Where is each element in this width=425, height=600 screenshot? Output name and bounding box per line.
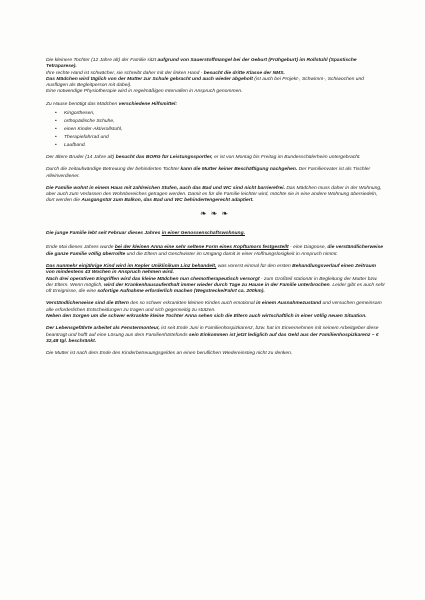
- list-item: • einen Kinder-Aktivrollstuhl,: [64, 127, 386, 133]
- text-run: des so schwer erkrankten kleinen Kindes auch emotional: [128, 301, 257, 307]
- text-run: Der Familienvater ist als Tischler Alleinverdiener.: [46, 167, 371, 179]
- list-item: • Therapiefahrrad und: [64, 135, 386, 141]
- text-run: ist seit Ende Juni in Familienhospizkarenz, bzw. hat im Einvernehmen mit seinem Arbeitgeber diese beantragt und hofft auf eine Lösung aus dem Familienhärtefonds: [46, 326, 379, 338]
- text-run: - zum Großteil stationär in Begleitung der Mutter bzw. der Eltern. Wenn möglich,: [46, 276, 378, 288]
- paragraph-diagnosis: [46, 245, 386, 258]
- section-divider-ornament: ❧❧❧: [199, 208, 233, 218]
- aids-list: [46, 111, 386, 149]
- text-run-bold: Die junge Familie lebt seit Februar dieses Jahres: [46, 231, 162, 237]
- text-run: Durch die zeitaufwändige Betreuung der behinderten Tochter: [46, 167, 181, 173]
- text-run: Die Mutter ist nach dem Ende des Kinderbetreuungsgeldes an einen beruflichen Wiedereinstieg nicht zu denken.: [46, 351, 293, 357]
- text-run-bold: Nach drei operativen Eingriffen wird das kleine Mädchen nun chemotherapeutisch versorgt: [46, 276, 260, 282]
- text-run: (ist auch bei Projekt-, Schwimm-, Schiwochen und Ausflügen als Begleitperson mit dabei).: [46, 76, 364, 89]
- document-body: [46, 58, 386, 363]
- text-run: Das Mädchen muss daher in der Wohnung, aber auch zum Verlassen des Wohnbereiches getragen werden. Damit es für die Familie leichter wird, möchte sie in eine andere Wohnung übersiedeln, dort werden die: [46, 185, 382, 204]
- text-run-bold: in einem Ausnahmezustand: [256, 301, 322, 307]
- paragraph-daughter: [46, 58, 386, 96]
- text-run-bold: sofortige Aufnahme erforderlich machen (Wegstrecke/Fahrt ca. 200km).: [97, 289, 265, 295]
- text-run-bold: kann die Mutter keiner Beschäftigung nachgehen.: [180, 167, 298, 173]
- text-run-bold: besucht das BORG für Leistungssportler,: [115, 154, 213, 160]
- paragraph-mother-work: [46, 351, 386, 357]
- paragraph-parents: [46, 301, 386, 320]
- text-run-bold-underlined: Das nunmehr einjährige Kind wird im Kepler Uniklinikum Linz behandelt,: [46, 263, 217, 269]
- text-run-bold-underlined: in einer Genossenschaftswohnung.: [161, 231, 245, 237]
- paragraph-brother: [46, 155, 386, 161]
- text-run-bold: besucht die dritte Klasse der NMS.: [203, 70, 285, 76]
- paragraph-housing: [46, 186, 386, 205]
- text-run: er ist von Montag bis Freitag im Bundesschülerheim untergebracht.: [212, 154, 361, 160]
- text-run-bold-underlined: bei der kleinen Anna eine sehr seltene Form eines Kopftumors festgestellt: [114, 245, 289, 251]
- list-item: • Kingorthesen,: [64, 111, 386, 117]
- text-run-bold: Der Lebensgefährte arbeitet als Fenstermonteur,: [46, 326, 160, 332]
- text-run: Zu Hause benötigt das Mädchen: [46, 101, 119, 107]
- text-run-bold: wird der Krankenhausaufenthalt immer wieder durch Tage zu Hause in der Familie unterbrochen: [104, 282, 330, 288]
- paragraph-treatment: [46, 264, 386, 295]
- text-run: und die Eltern und Geschwister im Umgang damit in einer Hoffnungslosigkeit in Anspruch nimmt.: [125, 251, 338, 257]
- paragraph-mother-care: [46, 167, 386, 180]
- text-run-bold: die verständlicherweise die ganze Familie völlig überrollte: [46, 245, 384, 257]
- text-run: Ende Mai dieses Jahres wurde: [46, 245, 115, 251]
- text-run: und versuchen gemeinsam alle erforderlichen Entscheidungen zu tragen und sich gegenseitig zu stützen.: [46, 301, 382, 313]
- text-run: Eine notwendige Physiotherapie wird in regelmäßigen Intervallen in Anspruch genommen.: [46, 89, 243, 95]
- text-run: was vorerst einmal für den ersten: [216, 263, 293, 269]
- text-run: Ihre rechte Hand ist schwächer, sie schreibt daher mit der linken Hand -: [46, 70, 204, 76]
- text-run: Der ältere Bruder (14 Jahre alt): [46, 154, 116, 160]
- text-run: . Leider gibt es auch sehr oft Ereignisse, die eine: [46, 282, 386, 295]
- text-run-bold: Behandlungsverlauf einen Zeitraum von mindestens 43 Wochen in Anspruch nehmen wird.: [46, 263, 376, 276]
- text-run-bold: Ausgangstür zum Balkon, das Bad und WC behindertengerecht adaptiert.: [81, 198, 254, 204]
- text-run-bold: Verständlicherweise sind die Eltern: [46, 301, 129, 307]
- paragraph-partner-income: [46, 326, 386, 345]
- text-run-bold: sein Einkommen ist jetzt lediglich auf das Geld aus der Familienhospizkarenz – € 32,48 tgl. beschränkt.: [46, 332, 379, 344]
- text-run-bold: aufgrund von Sauerstoffmangel bei der Geburt (Frühgeburt) im Rollstuhl (Spastische Tetraparese).: [46, 58, 357, 70]
- text-run: - eine Diagnose,: [288, 245, 328, 251]
- text-run-bold: Das Mädchen wird täglich von der Mutter zur Schule gebracht und auch wieder abgeholt: [46, 76, 253, 82]
- paragraph-young-family: [46, 231, 386, 237]
- text-run-bold: Neben den Sorgen um die schwer erkrankte kleine Tochter Anna sehen sich die Eltern auch wirtschaftlich in einer völlig neuen Situation.: [46, 313, 367, 319]
- list-item: • Laufband.: [64, 143, 386, 149]
- list-item: • orthopädische Schuhe,: [64, 119, 386, 125]
- text-run-bold: verschiedene Hilfsmittel:: [118, 101, 178, 107]
- text-run-bold: Die Familie wohnt in einem Haus mit zahlreichen Stufen, auch das Bad und WC sind nicht barrierefrei.: [46, 185, 285, 191]
- text-run: Die kleinere Tochter (12 Jahre alt) der Familie sitzt: [46, 58, 158, 63]
- paragraph-aids-intro: [46, 102, 386, 108]
